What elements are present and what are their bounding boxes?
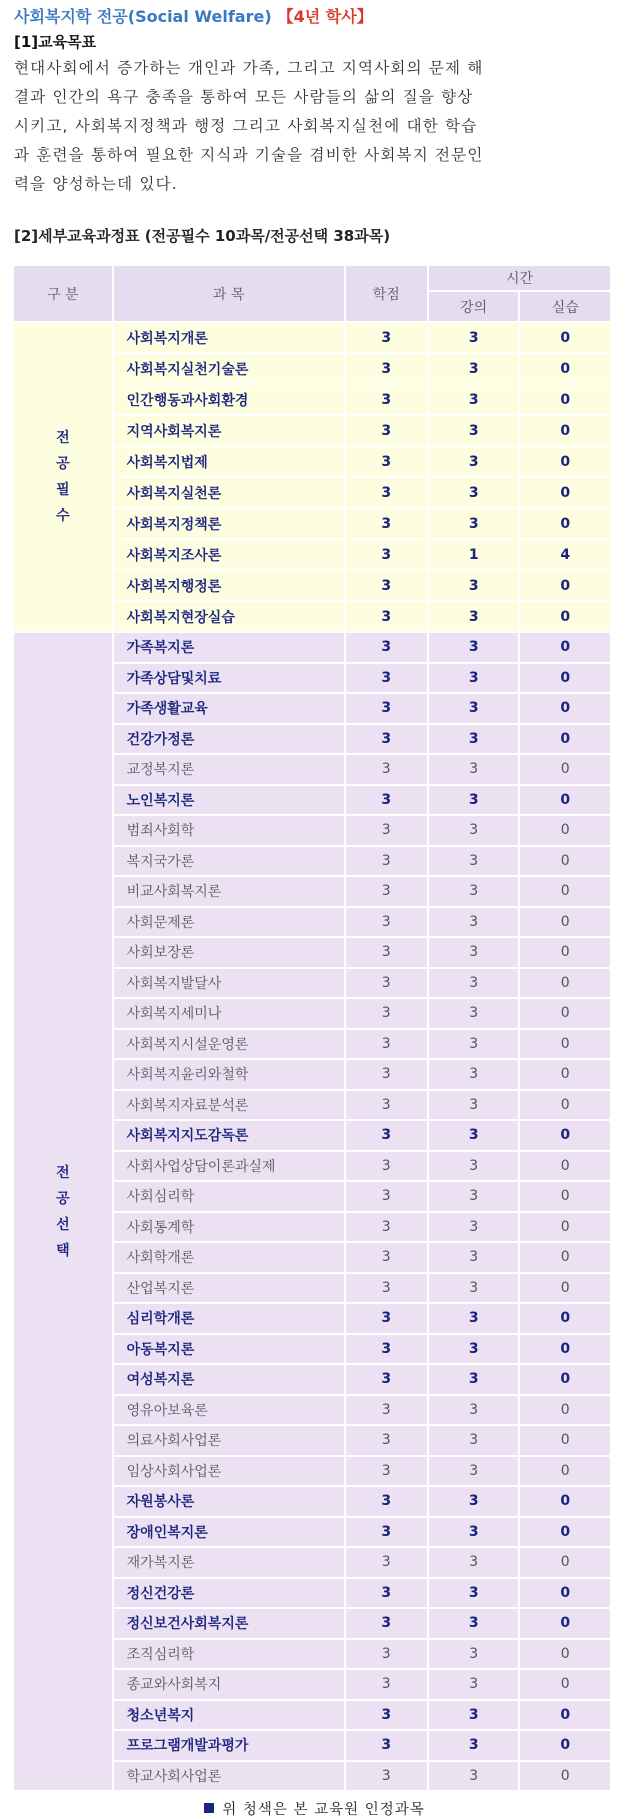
lecture-cell: 3 [429, 1274, 519, 1303]
practice-cell: 0 [520, 938, 610, 967]
lecture-cell: 3 [429, 1365, 519, 1394]
subject-name: 비교사회복지론 [114, 877, 344, 906]
objective-heading: [1]교육목표 [14, 33, 97, 51]
practice-cell: 0 [520, 1762, 610, 1791]
group-label-char: 수 [56, 508, 70, 524]
lecture-cell: 3 [429, 969, 519, 998]
lecture-cell: 3 [429, 1243, 519, 1272]
objective-line: 력을 양성하는데 있다. [14, 175, 178, 193]
credit-cell: 3 [346, 1640, 427, 1669]
subject-name: 사회복지조사론 [114, 540, 344, 569]
credit-cell: 3 [346, 1091, 427, 1120]
legend-note-text: 위 청색은 본 교육원 인정과목 [222, 1802, 425, 1818]
table-row [14, 633, 610, 662]
credit-cell: 3 [346, 1518, 427, 1547]
practice-cell: 0 [520, 1670, 610, 1699]
practice-cell: 0 [520, 323, 610, 352]
subject-name: 사회복지행정론 [114, 571, 344, 600]
lecture-cell: 3 [429, 1609, 519, 1638]
subject-name: 임상사회사업론 [114, 1457, 344, 1486]
credit-cell: 3 [346, 447, 427, 476]
practice-cell: 0 [520, 1091, 610, 1120]
credit-cell: 3 [346, 602, 427, 631]
lecture-cell: 3 [429, 1304, 519, 1333]
subject-name: 사회복지윤리와철학 [114, 1060, 344, 1089]
lecture-cell: 3 [429, 1060, 519, 1089]
credit-cell: 3 [346, 1213, 427, 1242]
lecture-cell: 3 [429, 1121, 519, 1150]
practice-cell: 0 [520, 725, 610, 754]
lecture-cell: 3 [429, 633, 519, 662]
lecture-cell: 3 [429, 1030, 519, 1059]
practice-cell: 0 [520, 1609, 610, 1638]
credit-cell: 3 [346, 1365, 427, 1394]
subject-name: 가족복지론 [114, 633, 344, 662]
group-label-char: 전 [56, 430, 70, 446]
subject-name: 프로그램개발과평가 [114, 1731, 344, 1760]
practice-cell: 0 [520, 1396, 610, 1425]
subject-name: 학교사회사업론 [114, 1762, 344, 1791]
practice-cell: 0 [520, 1457, 610, 1486]
subject-name: 인간행동과사회환경 [114, 385, 344, 414]
practice-cell: 0 [520, 664, 610, 693]
header-lecture: 강의 [429, 292, 519, 321]
subject-name: 사회심리학 [114, 1182, 344, 1211]
header-subject: 과 목 [114, 266, 344, 321]
practice-cell: 0 [520, 694, 610, 723]
header-practice: 실습 [520, 292, 610, 321]
credit-cell: 3 [346, 755, 427, 784]
lecture-cell: 3 [429, 1487, 519, 1516]
degree-badge: 【4년 학사】 [277, 7, 373, 26]
credit-cell: 3 [346, 416, 427, 445]
practice-cell: 0 [520, 1274, 610, 1303]
credit-cell: 3 [346, 323, 427, 352]
lecture-cell: 3 [429, 354, 519, 383]
subject-name: 사회복지개론 [114, 323, 344, 352]
group-label-char: 공 [56, 1190, 70, 1207]
practice-cell: 0 [520, 1335, 610, 1364]
subject-name: 가족생활교육 [114, 694, 344, 723]
subject-name: 조직심리학 [114, 1640, 344, 1669]
credit-cell: 3 [346, 1731, 427, 1760]
practice-cell: 0 [520, 1579, 610, 1608]
practice-cell: 0 [520, 755, 610, 784]
credit-cell: 3 [346, 1152, 427, 1181]
subject-name: 사회복지시설운영론 [114, 1030, 344, 1059]
lecture-cell: 3 [429, 1762, 519, 1791]
practice-cell: 0 [520, 1548, 610, 1577]
group-label-char: 필 [56, 482, 70, 498]
subject-name: 여성복지론 [114, 1365, 344, 1394]
practice-cell: 0 [520, 1731, 610, 1760]
lecture-cell: 3 [429, 1182, 519, 1211]
lecture-cell: 3 [429, 1701, 519, 1730]
practice-cell: 0 [520, 1060, 610, 1089]
table-header-row [14, 266, 610, 290]
subject-name: 자원봉사론 [114, 1487, 344, 1516]
credit-cell: 3 [346, 1060, 427, 1089]
practice-cell: 0 [520, 1518, 610, 1547]
subject-name: 사회복지현장실습 [114, 602, 344, 631]
practice-cell: 0 [520, 602, 610, 631]
credit-cell: 3 [346, 999, 427, 1028]
lecture-cell: 3 [429, 1091, 519, 1120]
subject-name: 범죄사회학 [114, 816, 344, 845]
credit-cell: 3 [346, 540, 427, 569]
subject-name: 사회보장론 [114, 938, 344, 967]
practice-cell: 0 [520, 816, 610, 845]
practice-cell: 0 [520, 385, 610, 414]
subject-name: 복지국가론 [114, 847, 344, 876]
subject-name: 사회사업상담이론과실제 [114, 1152, 344, 1181]
credit-cell: 3 [346, 694, 427, 723]
credit-cell: 3 [346, 725, 427, 754]
credit-cell: 3 [346, 847, 427, 876]
lecture-cell: 1 [429, 540, 519, 569]
credit-cell: 3 [346, 1762, 427, 1791]
practice-cell: 0 [520, 999, 610, 1028]
subject-name: 사회학개론 [114, 1243, 344, 1272]
lecture-cell: 3 [429, 1426, 519, 1455]
credit-cell: 3 [346, 478, 427, 507]
subject-name: 사회복지정책론 [114, 509, 344, 538]
lecture-cell: 3 [429, 416, 519, 445]
practice-cell: 0 [520, 847, 610, 876]
lecture-cell: 3 [429, 447, 519, 476]
lecture-cell: 3 [429, 385, 519, 414]
lecture-cell: 3 [429, 509, 519, 538]
group-label-char: 선 [56, 1216, 70, 1233]
credit-cell: 3 [346, 938, 427, 967]
practice-cell: 0 [520, 416, 610, 445]
subject-name: 아동복지론 [114, 1335, 344, 1364]
practice-cell: 0 [520, 633, 610, 662]
group-label-elective [14, 633, 112, 1790]
credit-cell: 3 [346, 1335, 427, 1364]
practice-cell: 0 [520, 478, 610, 507]
curriculum-heading: [2]세부교육과정표 (전공필수 10과목/전공선택 38과목) [14, 227, 391, 245]
practice-cell: 0 [520, 969, 610, 998]
subject-name: 청소년복지 [114, 1701, 344, 1730]
credit-cell: 3 [346, 571, 427, 600]
practice-cell: 0 [520, 1701, 610, 1730]
subject-name: 심리학개론 [114, 1304, 344, 1333]
credit-cell: 3 [346, 1548, 427, 1577]
objective-line: 과 훈련을 통하여 필요한 지식과 기술을 겸비한 사회복지 전문인 [14, 146, 484, 164]
credit-cell: 3 [346, 1579, 427, 1608]
lecture-cell: 3 [429, 1640, 519, 1669]
credit-cell: 3 [346, 1304, 427, 1333]
lecture-cell: 3 [429, 877, 519, 906]
practice-cell: 0 [520, 447, 610, 476]
credit-cell: 3 [346, 354, 427, 383]
credit-cell: 3 [346, 1243, 427, 1272]
group-label-required [14, 323, 112, 631]
credit-cell: 3 [346, 786, 427, 815]
lecture-cell: 3 [429, 1396, 519, 1425]
practice-cell: 0 [520, 1030, 610, 1059]
lecture-cell: 3 [429, 725, 519, 754]
lecture-cell: 3 [429, 664, 519, 693]
practice-cell: 0 [520, 571, 610, 600]
objective-text [14, 54, 610, 199]
subject-name: 사회복지발달사 [114, 969, 344, 998]
practice-cell: 0 [520, 786, 610, 815]
lecture-cell: 3 [429, 1670, 519, 1699]
curriculum-table [12, 264, 612, 1792]
practice-cell: 0 [520, 1365, 610, 1394]
credit-cell: 3 [346, 1121, 427, 1150]
objective-line: 현대사회에서 증가하는 개인과 가족, 그리고 지역사회의 문제 해 [14, 59, 484, 77]
credit-cell: 3 [346, 1670, 427, 1699]
subject-name: 사회복지실천기술론 [114, 354, 344, 383]
credit-cell: 3 [346, 509, 427, 538]
practice-cell: 0 [520, 354, 610, 383]
credit-cell: 3 [346, 664, 427, 693]
credit-cell: 3 [346, 1457, 427, 1486]
lecture-cell: 3 [429, 908, 519, 937]
credit-cell: 3 [346, 633, 427, 662]
lecture-cell: 3 [429, 938, 519, 967]
credit-cell: 3 [346, 969, 427, 998]
group-label-char: 공 [56, 456, 70, 472]
lecture-cell: 3 [429, 847, 519, 876]
lecture-cell: 3 [429, 694, 519, 723]
subject-name: 사회복지자료분석론 [114, 1091, 344, 1120]
subject-name: 정신건강론 [114, 1579, 344, 1608]
header-hours: 시간 [429, 266, 610, 290]
lecture-cell: 3 [429, 571, 519, 600]
objective-line: 결과 인간의 욕구 충족을 통하여 모든 사람들의 삶의 질을 향상 [14, 88, 474, 106]
subject-name: 교정복지론 [114, 755, 344, 784]
subject-name: 재가복지론 [114, 1548, 344, 1577]
credit-cell: 3 [346, 1182, 427, 1211]
practice-cell: 0 [520, 1487, 610, 1516]
practice-cell: 0 [520, 1640, 610, 1669]
lecture-cell: 3 [429, 816, 519, 845]
lecture-cell: 3 [429, 1518, 519, 1547]
subject-name: 사회통계학 [114, 1213, 344, 1242]
lecture-cell: 3 [429, 1548, 519, 1577]
subject-name: 의료사회사업론 [114, 1426, 344, 1455]
credit-cell: 3 [346, 816, 427, 845]
subject-name: 사회복지법제 [114, 447, 344, 476]
lecture-cell: 3 [429, 1335, 519, 1364]
subject-name: 정신보건사회복지론 [114, 1609, 344, 1638]
practice-cell: 0 [520, 1304, 610, 1333]
subject-name: 산업복지론 [114, 1274, 344, 1303]
practice-cell: 0 [520, 1243, 610, 1272]
practice-cell: 0 [520, 908, 610, 937]
lecture-cell: 3 [429, 1731, 519, 1760]
practice-cell: 0 [520, 1182, 610, 1211]
lecture-cell: 3 [429, 1213, 519, 1242]
objective-line: 시키고, 사회복지정책과 행정 그리고 사회복지실천에 대한 학습 [14, 117, 478, 135]
credit-cell: 3 [346, 877, 427, 906]
credit-cell: 3 [346, 1701, 427, 1730]
practice-cell: 0 [520, 509, 610, 538]
lecture-cell: 3 [429, 1579, 519, 1608]
subject-name: 노인복지론 [114, 786, 344, 815]
page-title [14, 4, 615, 30]
credit-cell: 3 [346, 1609, 427, 1638]
group-label-char: 전 [56, 1164, 70, 1181]
subject-name: 사회복지세미나 [114, 999, 344, 1028]
credit-cell: 3 [346, 1487, 427, 1516]
group-label-char: 택 [56, 1242, 70, 1259]
credit-cell: 3 [346, 1426, 427, 1455]
subject-name: 사회문제론 [114, 908, 344, 937]
subject-name: 가족상담및치료 [114, 664, 344, 693]
subject-name: 사회복지지도감독론 [114, 1121, 344, 1150]
subject-name: 종교와사회복지 [114, 1670, 344, 1699]
subject-name: 사회복지실천론 [114, 478, 344, 507]
subject-name: 건강가정론 [114, 725, 344, 754]
credit-cell: 3 [346, 385, 427, 414]
header-credit: 학점 [346, 266, 427, 321]
practice-cell: 0 [520, 1152, 610, 1181]
table-row [14, 323, 610, 352]
lecture-cell: 3 [429, 999, 519, 1028]
practice-cell: 0 [520, 877, 610, 906]
legend-note [14, 1798, 615, 1819]
practice-cell: 0 [520, 1213, 610, 1242]
credit-cell: 3 [346, 1274, 427, 1303]
lecture-cell: 3 [429, 755, 519, 784]
lecture-cell: 3 [429, 786, 519, 815]
practice-cell: 4 [520, 540, 610, 569]
credit-cell: 3 [346, 1396, 427, 1425]
practice-cell: 0 [520, 1426, 610, 1455]
title-text: 사회복지학 전공(Social Welfare) [14, 7, 272, 26]
lecture-cell: 3 [429, 602, 519, 631]
lecture-cell: 3 [429, 1152, 519, 1181]
practice-cell: 0 [520, 1121, 610, 1150]
lecture-cell: 3 [429, 323, 519, 352]
credit-cell: 3 [346, 1030, 427, 1059]
lecture-cell: 3 [429, 478, 519, 507]
subject-name: 지역사회복지론 [114, 416, 344, 445]
header-category: 구 분 [14, 266, 112, 321]
lecture-cell: 3 [429, 1457, 519, 1486]
credit-cell: 3 [346, 908, 427, 937]
subject-name: 영유아보육론 [114, 1396, 344, 1425]
subject-name: 장애인복지론 [114, 1518, 344, 1547]
